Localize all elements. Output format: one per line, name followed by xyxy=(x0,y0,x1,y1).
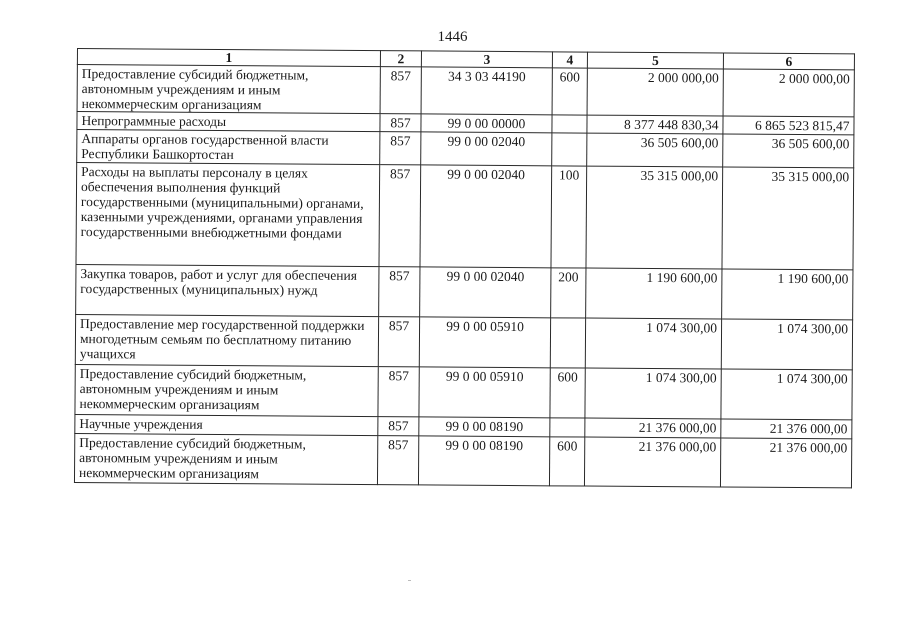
row-amount-6: 36 505 600,00 xyxy=(723,134,854,168)
row-description: Предоставление мер государственной поддержки многодетным семьям по бесплатному питанию учащихся xyxy=(75,314,378,366)
row-ministry-code: 857 xyxy=(380,67,421,114)
row-amount-5: 1 074 300,00 xyxy=(585,318,721,369)
table-row xyxy=(76,264,853,319)
row-amount-6: 1 074 300,00 xyxy=(721,369,852,420)
row-amount-6: 21 376 000,00 xyxy=(720,438,851,488)
table-row xyxy=(75,364,852,419)
column-header: 3 xyxy=(421,51,552,68)
row-ministry-code: 857 xyxy=(380,114,421,132)
row-expense-type: 600 xyxy=(552,68,587,115)
row-amount-5: 2 000 000,00 xyxy=(587,68,723,116)
row-description: Непрограммные расходы xyxy=(77,112,380,132)
row-target-article: 99 0 00 02040 xyxy=(420,165,552,268)
row-expense-type xyxy=(550,418,585,437)
row-target-article: 99 0 00 08190 xyxy=(418,436,549,486)
table-row xyxy=(75,314,852,369)
row-description: Закупка товаров, работ и услуг для обеспечения государственных (муниципальных) нужд xyxy=(76,264,379,316)
row-target-article: 99 0 00 02040 xyxy=(421,132,552,166)
row-expense-type: 600 xyxy=(550,368,585,418)
row-expense-type: 100 xyxy=(551,166,587,268)
table-row xyxy=(77,130,854,168)
row-ministry-code: 857 xyxy=(379,267,420,317)
row-target-article: 99 0 00 02040 xyxy=(420,267,551,318)
row-target-article: 99 0 00 05910 xyxy=(419,317,550,368)
row-amount-5: 1 190 600,00 xyxy=(586,268,722,319)
scan-speck xyxy=(408,580,411,581)
row-ministry-code: 857 xyxy=(378,417,419,436)
row-expense-type xyxy=(552,133,587,166)
row-description: Расходы на выплаты персоналу в целях обеспечения выполнения функций государственными (муниципальными) органами, казенными учреждениями, органами управления государственными внебюджетными фондами xyxy=(76,163,380,267)
table-row xyxy=(74,433,851,487)
row-amount-6: 2 000 000,00 xyxy=(723,69,854,117)
row-amount-5: 8 377 448 830,34 xyxy=(587,115,723,134)
column-header: 6 xyxy=(723,53,854,70)
row-target-article: 99 0 00 05910 xyxy=(419,367,550,418)
row-target-article: 99 0 00 08190 xyxy=(419,417,550,437)
budget-table xyxy=(74,48,855,488)
row-ministry-code: 857 xyxy=(379,165,421,267)
row-ministry-code: 857 xyxy=(378,317,419,367)
column-header: 5 xyxy=(587,52,723,69)
page-number: 1446 xyxy=(437,29,468,45)
row-amount-6: 1 190 600,00 xyxy=(722,269,853,320)
row-ministry-code: 857 xyxy=(378,367,419,417)
row-ministry-code: 857 xyxy=(377,436,418,485)
row-expense-type: 600 xyxy=(549,437,584,486)
table-row xyxy=(77,65,854,117)
row-amount-5: 1 074 300,00 xyxy=(585,368,721,419)
row-description: Аппараты органов государственной власти Республики Башкортостан xyxy=(77,130,380,165)
table-row xyxy=(76,163,854,270)
row-expense-type xyxy=(552,115,587,133)
row-amount-6: 35 315 000,00 xyxy=(722,167,854,270)
row-target-article: 99 0 00 00000 xyxy=(421,114,552,133)
column-header: 1 xyxy=(77,49,380,67)
row-amount-5: 36 505 600,00 xyxy=(587,133,723,167)
row-target-article: 34 3 03 44190 xyxy=(421,67,552,115)
row-description: Предоставление субсидий бюджетным, автономным учреждениям и иным некоммерческим организациям xyxy=(75,364,378,416)
row-amount-5: 21 376 000,00 xyxy=(585,418,721,438)
row-amount-6: 6 865 523 815,47 xyxy=(723,116,854,135)
column-header: 2 xyxy=(380,51,421,67)
row-ministry-code: 857 xyxy=(380,132,421,165)
row-expense-type xyxy=(550,318,585,368)
row-amount-5: 35 315 000,00 xyxy=(586,166,723,269)
row-amount-6: 21 376 000,00 xyxy=(721,419,852,439)
row-amount-5: 21 376 000,00 xyxy=(584,437,720,487)
row-expense-type: 200 xyxy=(551,268,586,318)
row-description: Предоставление субсидий бюджетным, автономным учреждениям и иным некоммерческим организациям xyxy=(77,65,380,114)
column-header: 4 xyxy=(552,52,587,68)
row-amount-6: 1 074 300,00 xyxy=(721,319,852,370)
row-description: Научные учреждения xyxy=(75,414,378,435)
row-description: Предоставление субсидий бюджетным, автономным учреждениям и иным некоммерческим организациям xyxy=(74,433,377,484)
